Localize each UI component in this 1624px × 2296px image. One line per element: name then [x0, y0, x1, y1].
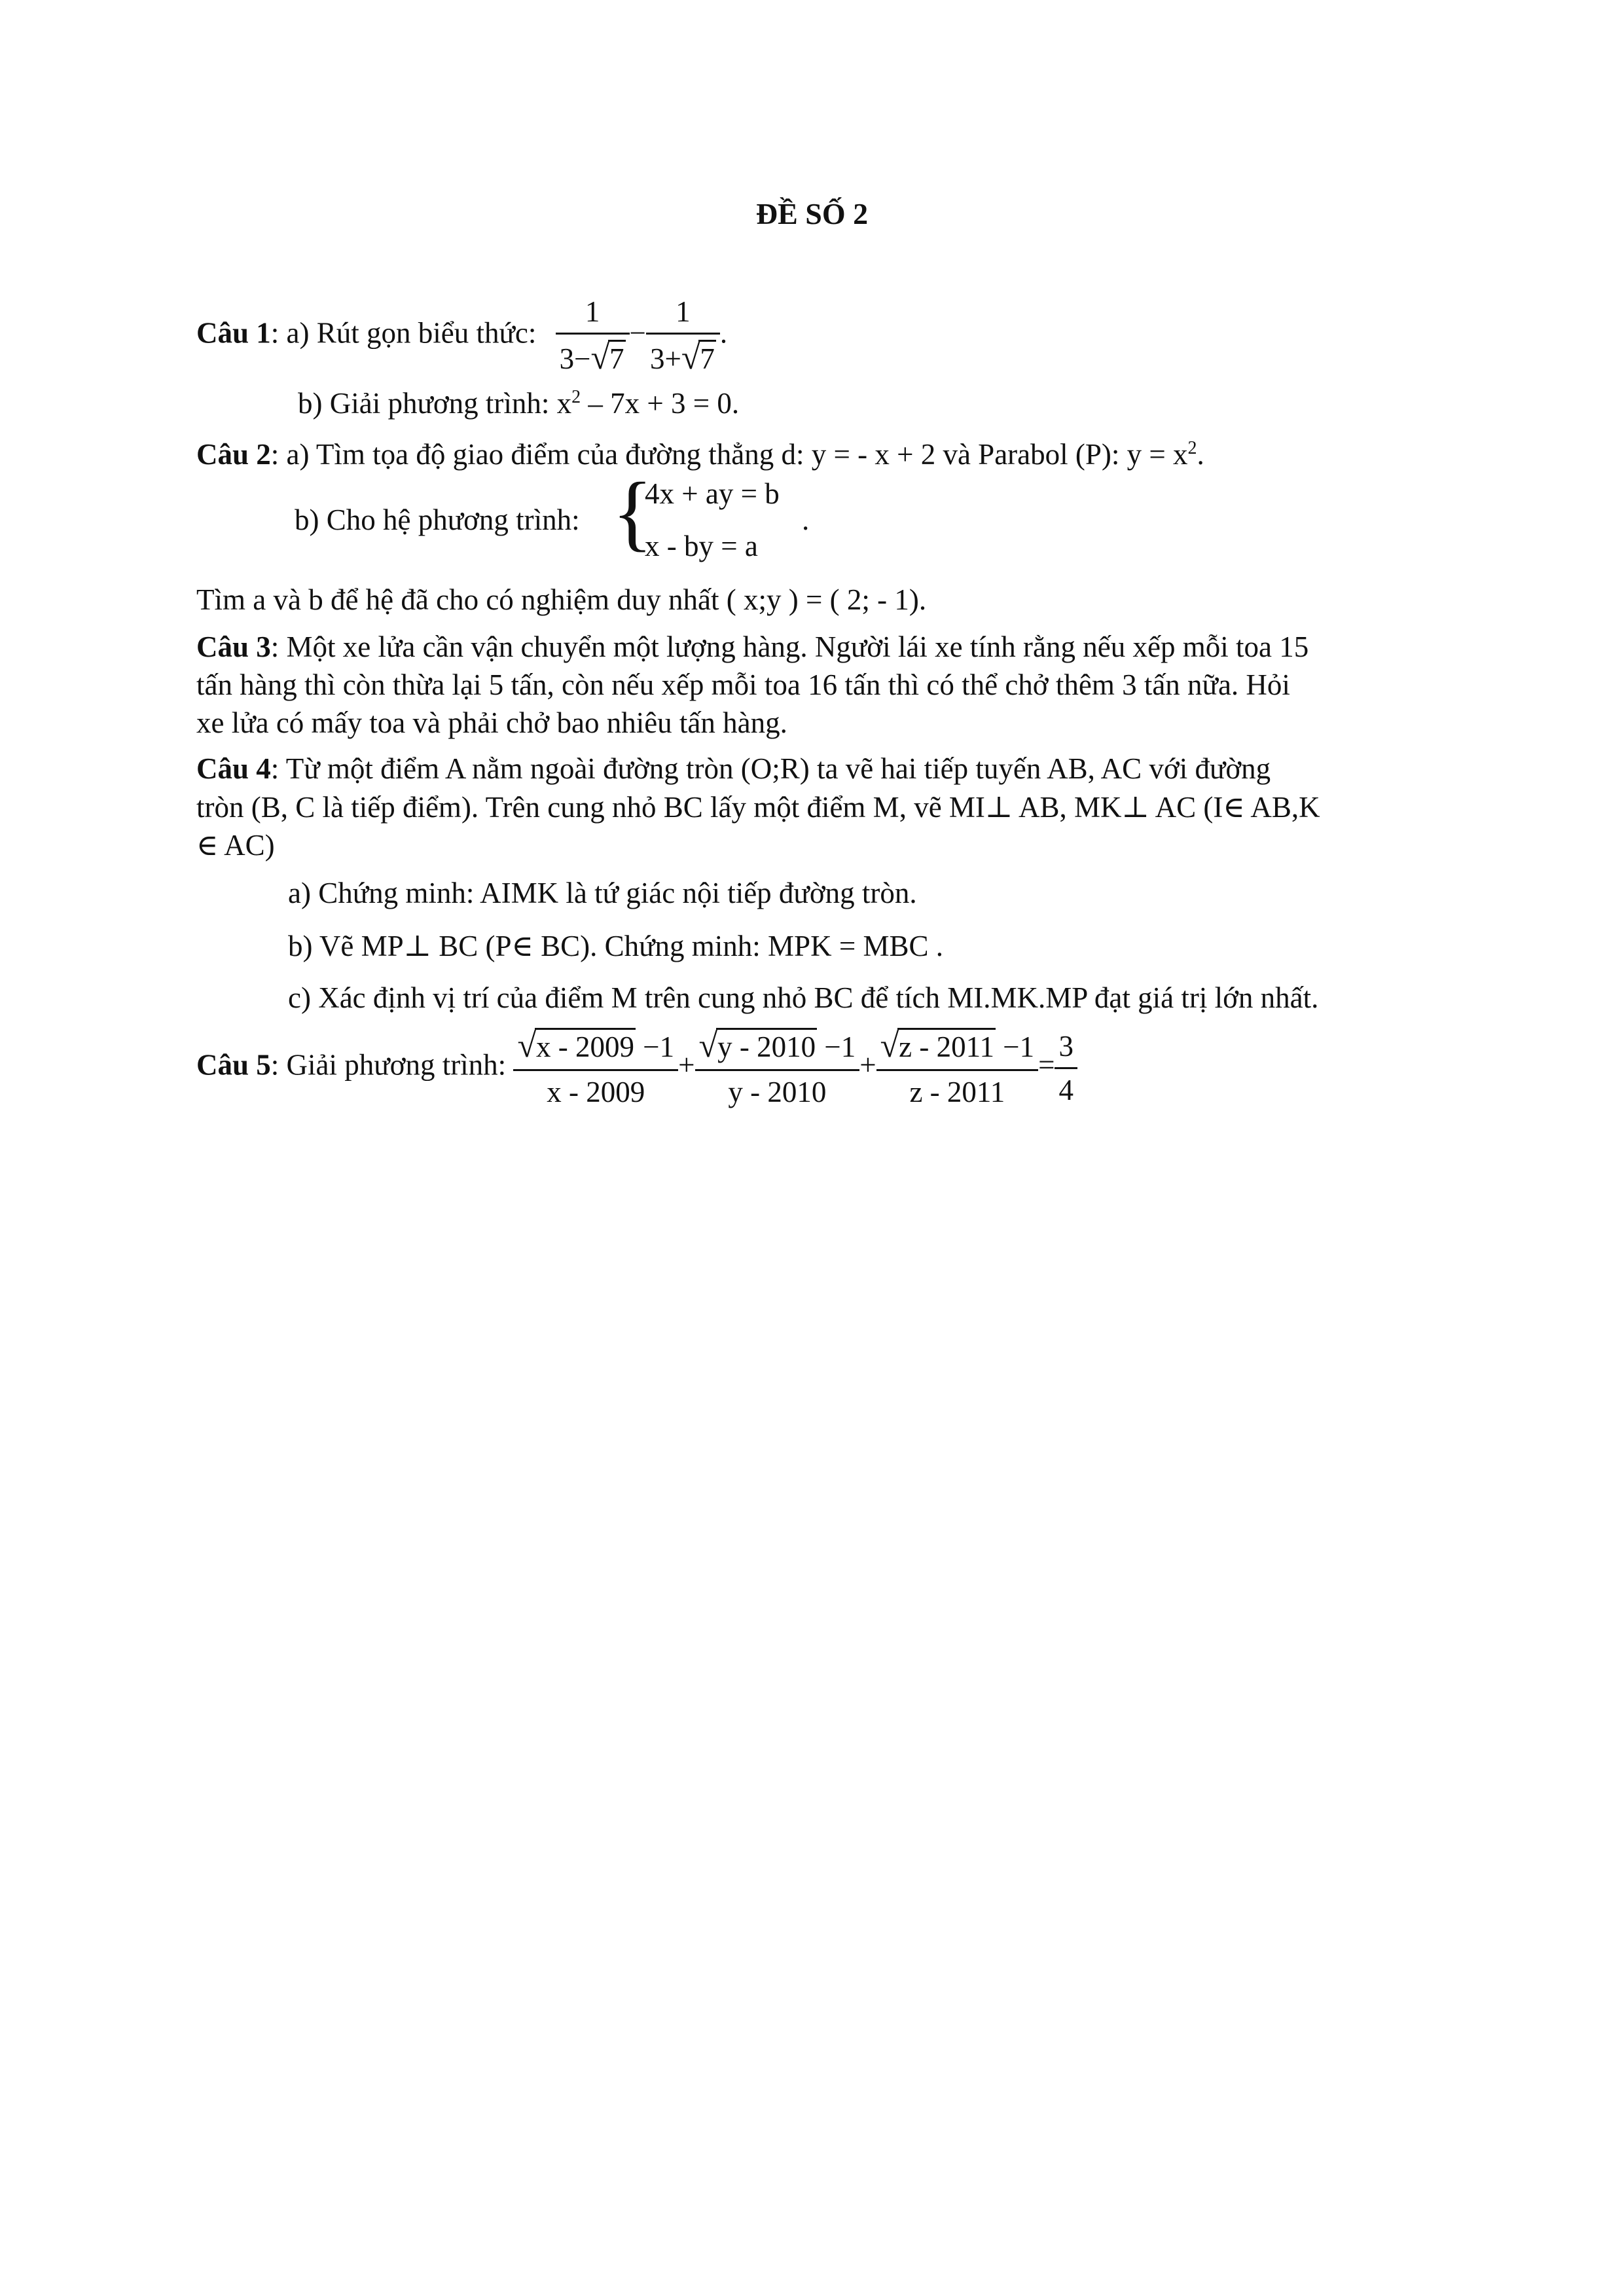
q4-part-c: c) Xác định vị trí của điểm M trên cung nhỏ BC để tích MI.MK.MP đạt giá trị lớn nhất. [288, 981, 1319, 1014]
q4-part-b: b) Vẽ MP⊥ BC (P∈ BC). Chứng minh: MPK = MBC . [288, 930, 943, 962]
sqrt-icon: √ [590, 339, 610, 376]
q1-fraction-2 [646, 295, 720, 377]
q1-end: . [719, 316, 728, 350]
q5-term-2: $\frac{√y - 2010 -1}{y - 2010}$ [695, 1027, 860, 1109]
q5-term-3: $\frac{√z - 2011 -1}{z - 2011}$ [876, 1027, 1038, 1109]
q1-fraction-1 [556, 295, 630, 377]
q3-line-2: tấn hàng thì còn thừa lại 5 tấn, còn nếu xếp mỗi toa 16 tấn thì có thể chở thêm 3 tấn nữa. Hỏi [196, 668, 1290, 701]
q5-label: Câu 5 [196, 1048, 271, 1082]
q5-term-1: $\frac{√x - 2009 -1}{x - 2009}$ [513, 1027, 678, 1109]
q5-equals: = [1038, 1048, 1055, 1082]
sqrt-icon: √ [517, 1027, 536, 1065]
q1-part-a [196, 295, 727, 377]
q5-rhs: $\frac{3}{4}$ [1055, 1029, 1077, 1107]
q1-label: Câu 1 [196, 316, 271, 350]
q5-plus-2: + [859, 1048, 876, 1082]
q4-label: Câu 4 [196, 752, 271, 785]
sqrt-icon: √ [698, 1027, 718, 1065]
sqrt-icon: √ [880, 1027, 899, 1065]
q1-frac1-numerator: 1 [585, 295, 600, 328]
page-title: ĐỀ SỐ 2 [755, 197, 869, 230]
left-brace-icon: { [612, 465, 653, 560]
sqrt-icon: √ [681, 339, 700, 376]
q2-part-a: Câu 2: a) Tìm tọa độ giao điểm của đường thẳng d: y = - x + 2 và Parabol (P): $y = x^2$. [196, 438, 1204, 471]
q5-plus-1: + [678, 1048, 695, 1082]
q1-frac1-denominator: 3−√7 [556, 333, 630, 377]
q1-part-b: b) Giải phương trình: $x^2 - 7x + 3 = 0$. [298, 387, 740, 420]
q3-label: Câu 3 [196, 630, 271, 663]
q4-part-a: a) Chứng minh: AIMK là tứ giác nội tiếp đường tròn. [288, 877, 917, 909]
q2-equation-end: . [802, 503, 810, 536]
q4-line-2: tròn (B, C là tiếp điểm). Trên cung nhỏ BC lấy một điểm M, vẽ MI⊥ AB, MK⊥ AC (I∈ AB,K [196, 791, 1320, 824]
q2-label: Câu 2 [196, 438, 271, 471]
q4-line-1: Câu 4: Từ một điểm A nằm ngoài đường tròn (O;R) ta vẽ hai tiếp tuyến AB, AC với đường [196, 752, 1271, 785]
q3-line-3: xe lửa có mấy toa và phải chở bao nhiêu tấn hàng. [196, 706, 787, 739]
q1-part-a-text: : a) Rút gọn biểu thức: [270, 316, 537, 350]
q3-line-1: Câu 3: Một xe lửa cần vận chuyển một lượng hàng. Người lái xe tính rằng nếu xếp mỗi toa 15 [196, 630, 1309, 663]
q1-frac2-denominator: 3+√7 [646, 333, 720, 377]
q2-equation-2: x - by = a [645, 530, 758, 562]
q5-equation: Câu 5: Giải phương trình: $\frac{√x - 2009 -1}{x - 2009}$ + $\frac{√y - 2010 -1}{y - 2010}$ + $\frac{√z - 2011 -1}{z - 2011}$ = $\frac{3}{4}$ [196, 1027, 1077, 1109]
q1-frac2-numerator: 1 [676, 295, 691, 328]
q2-condition: Tìm a và b để hệ đã cho có nghiệm duy nhất ( x;y ) = ( 2; - 1). [196, 583, 927, 616]
q4-line-3: ∈ AC) [196, 829, 275, 862]
q2-part-b-label: b) Cho hệ phương trình: [295, 503, 580, 536]
q1-minus: − [629, 316, 646, 350]
q2-equation-1: 4x + ay = b [645, 477, 780, 510]
